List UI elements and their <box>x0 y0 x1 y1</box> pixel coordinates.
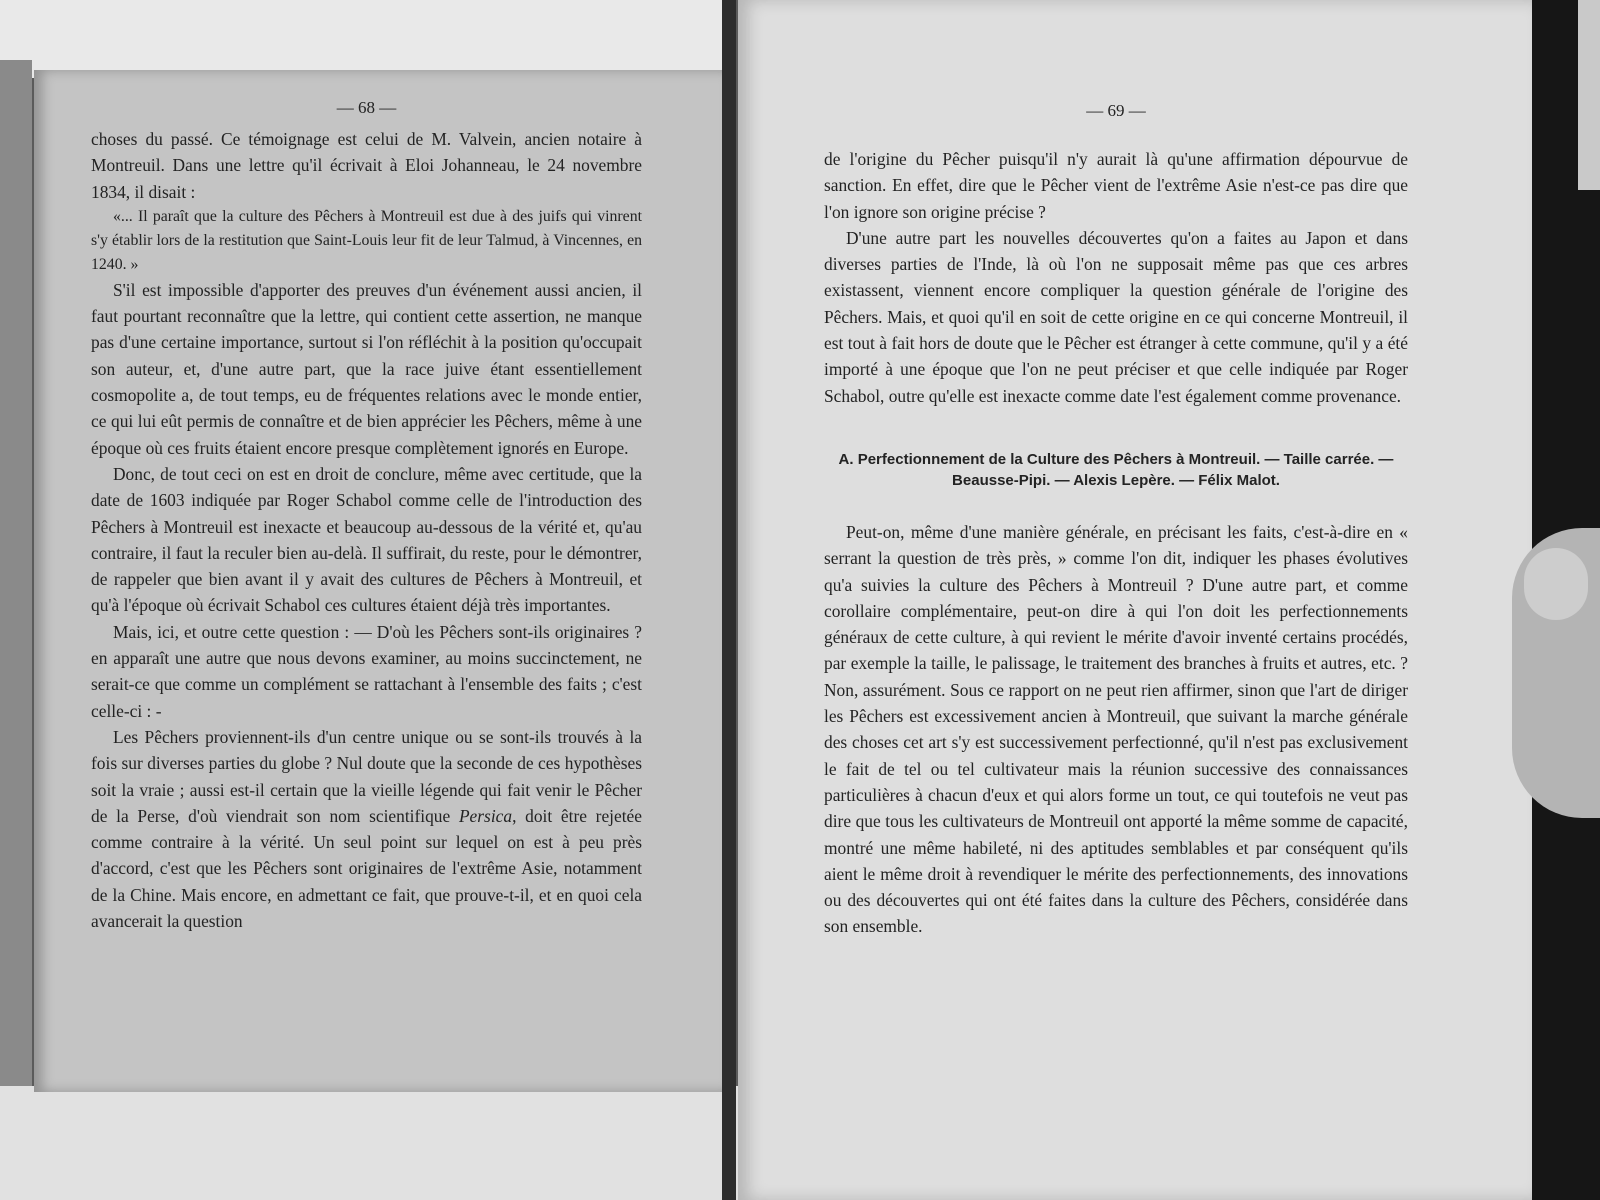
text-run: , doit être rejetée comme contraire à la vérité. Un seul point sur lequel on est à peu près d'accord, c'est que les Pêchers sont originaires de l'extrême Asie, notamment de la Chine. Mais encore, en admettant ce fait, que prouve-t-il, et en quoi cela avancerait la question <box>91 805 642 932</box>
book-cover-left-edge <box>0 60 32 1120</box>
right-page <box>738 0 1532 1200</box>
paragraph <box>91 724 642 934</box>
paper-sheet-bottom <box>0 1086 740 1200</box>
page-number: — 69 — <box>1086 101 1146 120</box>
paragraph: S'il est impossible d'apporter des preuves d'un événement aussi ancien, il faut pourtant reconnaître que la lettre, qui contient cette assertion, ne manque pas d'une certaine importance, surtout si l'on réfléchit à la position qu'occupait son auteur, et, d'une autre part, que la race juive étant essentiellement cosmopolite a, de tout temps, eu de fréquentes relations avec le monde entier, ce qui lui eût permis de connaître et de bien apprécier les Pêchers, même à une époque où ces fruits étaient encore presque complètement ignorés en Europe. <box>91 279 642 458</box>
section-heading: A. Perfectionnement de la Culture des Pêchers à Montreuil. — Taille carrée. — Beausse-Pipi. — Alexis Lepère. — Félix Malot. <box>838 450 1394 489</box>
block-quote: «... Il paraît que la culture des Pêchers à Montreuil est due à des juifs qui vinrent s'y établir lors de la restitution que Saint-Louis leur fit de leur Talmud, à Vincennes, en 1240. » <box>91 207 642 273</box>
paragraph: choses du passé. Ce témoignage est celui de M. Valvein, ancien notaire à Montreuil. Dans une lettre qu'il écrivait à Eloi Johanneau, le 24 novembre 1834, il disait : <box>91 129 642 202</box>
page-number: — 68 — <box>336 98 397 117</box>
book-gutter <box>722 0 736 1200</box>
paragraph: Mais, ici, et outre cette question : — D'où les Pêchers sont-ils originaires ? en apparaît une autre que nous devons examiner, au moins succinctement, ne serait-ce que comme un complément se rattachant à l'ensemble des faits ; c'est celle-ci : - <box>91 621 642 721</box>
paper-sheet-top <box>0 0 728 78</box>
text-run: Les Pêchers proviennent-ils d'un centre unique ou se sont-ils trouvés à la fois sur diverses parties du globe ? Nul doute que la seconde de ces hypothèses soit la vraie ; aussi est-il certain que la vieille légende qui fait venir le Pêcher de la Perse, d'où viendrait son nom scientifique <box>91 726 642 826</box>
paragraph: Peut-on, même d'une manière générale, en précisant les faits, c'est-à-dire en « serrant la question de très près, » comme l'on dit, indiquer les phases évolutives qu'a suivies la culture des Pêchers à Montreuil ? D'une autre part, et comme corollaire complémentaire, peut-on dire à qui l'on doit les perfectionnements généraux de cette culture, à qui revient le mérite d'avoir inventé certains procédés, par exemple la taille, le palissage, le traitement des branches à fruits et autres, etc. ? Non, assurément. Sous ce rapport on ne peut rien affirmer, sinon que l'art de diriger les Pêchers est excessivement ancien à Montreuil, que suivant la marche générale des choses cet art s'y est successivement perfectionné, qu'il n'est pas exclusivement le fait de tel ou tel cultivateur mais la réunion successive des connaissances particulières à chacun d'eux et qui alors forme un tout, ce qui toutefois ne veut pas dire que tous les cultivateurs de Montreuil ont apporté la même somme de capacité, montré une même habileté, ni des aptitudes semblables et par conséquent qu'ils aient le même droit à revendiquer le mérite des perfectionnements, des innovations ou des découvertes qui ont été faites dans la culture des Pêchers, considérée dans son ensemble. <box>824 521 1408 937</box>
paragraph: Donc, de tout ceci on est en droit de conclure, même avec certitude, que la date de 1603 indiquée par Roger Schabol comme celle de l'introduction des Pêchers à Montreuil est inexacte et beaucoup au-dessous de la vérité et, qu'au contraire, il faut la reculer bien au-delà. Il suffirait, du reste, pour le démontrer, de rappeler que bien avant il y avait des cultures de Pêchers à Montreuil, et qu'à l'époque où écrivait Schabol ces cultures étaient déjà très importantes. <box>91 463 642 616</box>
paragraph: D'une autre part les nouvelles découvertes qu'on a faites au Japon et dans diverses parties de l'Inde, là où l'on ne supposait même pas que ces arbres existassent, viennent encore compliquer la question générale de l'origine des Pêchers. Mais, et quoi qu'il en soit de cette origine en ce qui concerne Montreuil, il est tout à fait hors de doute que le Pêcher est étranger à cette commune, qu'il y a été importé à une époque que l'on ne peut préciser et que celle indiquée par Roger Schabol, outre qu'elle est inexacte comme date l'est également comme provenance. <box>824 227 1408 406</box>
thumbnail-nail <box>1524 548 1588 620</box>
italic-term: Persica <box>458 805 513 826</box>
paragraph: de l'origine du Pêcher puisqu'il n'y aurait là qu'une affirmation dépourvue de sanction. En effet, dire que le Pêcher vient de l'extrême Asie n'est-ce pas dire que l'on ignore son origine précise ? <box>824 149 1408 222</box>
background-edge <box>1578 0 1600 190</box>
left-page <box>34 70 724 1092</box>
